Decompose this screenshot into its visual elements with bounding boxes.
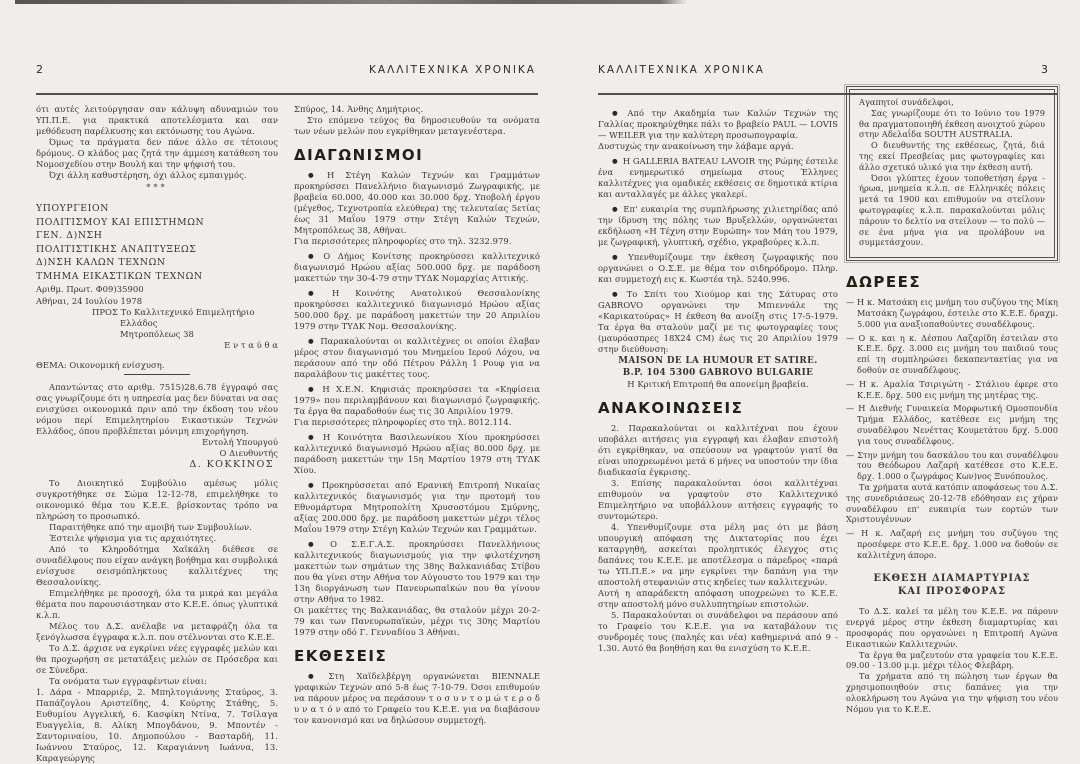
spacer	[846, 598, 1058, 606]
paragraph: Παραιτήθηκε από την αμοιβή των Συμβουλίων.	[49, 522, 252, 532]
letterhead-line: ΓΕΝ. Δ)ΝΣΗ	[36, 230, 103, 241]
bullet-icon: ●	[308, 433, 318, 441]
subject-line: ΘΕΜΑ: Οικονομική ενίσχυση.	[36, 360, 165, 370]
paragraph: 3. Επίσης παρακαλούνται όσοι καλλιτέχναι επιθυμούν να γραφτούν στο Καλλιτεχνικό Επιμελητήριο να υποβάλλουν αιτήσεις εγγραφής το συντομώτερο.	[598, 478, 838, 521]
bullet-item: ● Η GALLERIA BATEAU LAVOIR της Ρώμης έστειλε ένα ενημερωτικό σημείωμα στους Έλληνες καλλιτέχνες για ομαδικές εκθέσεις σε δημοτικά κτίρια και ανταλλαγές με άλλες γκαλερί.	[598, 156, 838, 199]
bullet-icon: ●	[308, 481, 317, 489]
bullet-icon: ●	[612, 290, 622, 298]
paragraph: Τα έργα θα μαζευτούν στα γραφεία του Κ.Ε.Ε. 09.00 - 13.00 μ.μ. μέχρι τέλος Φλεβάρη.	[846, 649, 1058, 671]
right-page-header	[598, 63, 1048, 76]
section-heading: ΕΚΘΕΣΗ ΔΙΑΜΑΡΤΥΡΙΑΣ	[873, 573, 1031, 585]
bullet-item: ● Υπενθυμίζουμε την έκθεση ζωγραφικής που οργανώνει ο Ο.Σ.Ε. με θέμα τον σιδηρόδρομο. Πληρ. και συμμετοχή εις κ. Κωστέα τηλ. 5240.996.	[598, 252, 838, 284]
notice-line: Σας γνωρίζουμε ότι το Ιούνιο του 1979 θα πραγματοποιηθή έκθεση ανοιχτού χώρου στην Αδελαΐδα SOUTH AUSTRALIA.	[859, 107, 1045, 140]
bullet-icon: ●	[612, 157, 618, 165]
paragraph: 5. Παρακαλούνται οι συνάδελφοι να περάσουν από το Γραφείο του Κ.Ε.Ε. για να καταβάλουν τις συνδρομές τους (παληές και νέα) καθημερινά από 9 - 1.30. Αυτό θα βοηθήση και θα ενισχύση το Κ.Ε.Ε.	[598, 610, 838, 653]
bullet-icon: ●	[308, 252, 319, 260]
spacer	[36, 194, 278, 202]
section-heading: ΚΑΙ ΠΡΟΣΦΟΡΑΣ	[897, 586, 1007, 598]
separator-stars: ***	[146, 182, 168, 192]
bullet-icon: ●	[308, 672, 324, 680]
bullet-icon: ●	[308, 540, 326, 548]
donation-item: — Στην μνήμη του δασκάλου του και συναδέλφου του Θεόδωρου Λαζαρή κατέθεσε στο Κ.Ε.Ε. δρχ. 1.000 ο ζωγράφος Κων)νος Ξυνόπουλος.	[846, 449, 1058, 482]
small-rule	[124, 374, 190, 375]
notice-line: Ο διευθυντής της εκθέσεως, ζητά, διά της εκεί Πρεσβείας μας φωτογραφίες και άλλο σχετικό υλικό για την έκθεση αυτή.	[859, 140, 1045, 172]
section-heading: ΕΚΘΕΣΕΙΣ	[294, 647, 388, 665]
paragraph: ότι αυτές λειτούργησαν σαν κάλυψη αδυναμιών του ΥΠ.Π.Ε. για πρακτικά αποτελέσματα και σαν μεθόδευση παρέλκυσης και εκτόνωσης του Αγώνα.	[36, 104, 278, 136]
paragraph: Δυστυχώς την ανακοίνωση την λάβαμε αργά.	[598, 141, 794, 151]
address-bold-line: MAISON DE LA HUMOUR ET SATIRE.	[618, 356, 818, 366]
left-header-rule	[36, 93, 538, 95]
paragraph: Όχι άλλη καθυστέρηση, όχι άλλος εμπαιγμός.	[49, 170, 247, 180]
paragraph: 2. Παρακαλούνται οι καλλιτέχναι που έχουν υποβάλει αιτήσεις για εγγραφή και έλαβαν επιστολή ότι εγκρίθηκαν, να σπεύσουν να γραφτούν γιατί θα είναι υποχρεωμένοι μετά 6 μήνες να υποστούν την ίδια διαδικασία έγκρισης.	[598, 423, 838, 477]
left-page-column-2	[294, 104, 540, 726]
bullet-item: ● Στη Χαϊδελβέργη οργανώνεται BIENNALE γραφικών Τεχνών από 5-8 έως 7-10-79. Όσοι επιθυμούν να πάρουν μέρος να περάσουν τ ο σ υ ν τ ο μ ώ τ ε ρ ο δ υ ν α τ ό ν από το Γραφείο του Κ.Ε.Ε. για να διαβάσουν τον κανονισμό και να δηλώσουν συμμετοχή.	[294, 671, 540, 725]
paragraph: 4. Υπενθυμίζουμε στα μέλη μας ότι με βάση υπουργική απόφαση της Δικτατορίας που έχει καταργηθή, ασκείται προληπτικός έλεγχος στις δαπάνες του Κ.Ε.Ε. με αποτέλεσμα ο πάρεδρος «παρά τω ΥΠ.Π.Ε.» να μην εγκρίνει την δαπάνη για την αποστολή στεφανιών στις κηδείες των καλλιτεχνών.	[598, 522, 838, 587]
bullet-item: ● Η Χ.Ε.Ν. Κηφισιάς προκηρύσσει τα «Κηφίσεια 1979» που περιλαμβάνουν και διαγωνισμό ζωγραφικής. Τα έργα θα παραδοθούν έως τις 30 Απριλίου 1979.	[294, 384, 540, 416]
paragraph: Για περισσότερες πληροφορίες στο τηλ. 3232.979.	[294, 236, 512, 246]
paragraph: Από το Κληροδότημα Χαϊκάλη διέθεσε σε συναδέλφους που είχαν ανάγκη βοήθημα και συμβολικά ενίσχυσε σεισμόπληκτους καλλιτέχνες της Θεσσαλονίκης.	[36, 544, 278, 587]
bullet-item: ● Από την Ακαδημία των Καλών Τεχνών της Γαλλίας προκηρύχθηκε πάλι το βραβείο PAUL — LOVIS — WEILER για την καλύτερη προσωπογραφία.	[598, 108, 838, 140]
bullet-icon: ●	[612, 109, 623, 117]
paragraph: Μέλος του Δ.Σ. ανέλαβε να μεταφράζη όλα τα ξενόγλωσσα έγγραφα κ.λ.π. που στέλνονται στο Κ.Ε.Ε.	[36, 621, 278, 642]
left-page-column-1	[36, 104, 278, 764]
bullet-icon: ●	[612, 205, 619, 213]
letterhead-line: Δ)ΝΣΗ ΚΑΛΩΝ ΤΕΧΝΩΝ	[36, 257, 166, 268]
bullet-item: ● Επ' ευκαιρία της συμπλήρωσης χιλιετηρίδας από την ίδρυση της πόλης των Βρυξελλών, οργανώνεται εκδήλωση «Η Τέχνη στην Ευρώπη» τον Μάη του 1979, με ζωγραφική, γλυπτική, σχέδιο, γκραβούρες κ.λ.π.	[598, 204, 838, 247]
bullet-icon: ●	[612, 253, 624, 261]
paragraph: Τα χρήματα αυτά κατόπιν αποφάσεως του Δ.Σ. της συνεδριάσεως 20-12-78 εδόθησαν εις χήραν συναδέλφου επ' ευκαιρία των εορτών των Χριστουγέννων	[846, 481, 1058, 525]
framed-notice-box	[846, 86, 1058, 261]
paragraph: Τα χρήματα από τη πώληση των έργων θα χρησιμοποιηθούν στις δαπάνες για την ολοκλήρωση του Αγώνα για την ψήφιση του νέου Νόμου για το Κ.Ε.Ε.	[846, 671, 1058, 714]
letterhead-meta: Αθήναι, 24 Ιουλίου 1978	[36, 296, 143, 306]
left-page-number: 2	[36, 63, 43, 76]
bullet-icon: ●	[308, 337, 316, 345]
section-heading: ΔΩΡΕΕΣ	[846, 273, 922, 292]
right-running-head: ΚΑΛΛΙΤΕΧΝΙΚΑ ΧΡΟΝΙΚΑ	[598, 64, 765, 76]
spacer	[36, 470, 278, 478]
paragraph: Έστειλε ψήφισμα για τις αρχαιότητες.	[49, 533, 217, 543]
letterhead-line: ΤΜΗΜΑ ΕΙΚΑΣΤΙΚΩΝ ΤΕΧΝΩΝ	[36, 270, 203, 282]
bullet-icon: ●	[308, 171, 322, 179]
paragraph: Όμως τα πράγματα δεν πάνε άλλο σε τέτοιους δρόμους. Ο κλάδος μας ζητά την άμμεση κατάθεση του Νομοσχεδίου στην Βουλή και την ψήφισή του.	[36, 137, 278, 169]
bullet-item: ● Παρακαλούνται οι καλλιτέχνες οι οποίοι έλαβαν μέρος στον διαγωνισμό του Μνημείου Ιερού Λόχου, να περάσουν από την οδό Πέτρου Ράλλη 1 Ρουφ για να παραλάβουν τις μακέττες τους.	[294, 336, 540, 379]
bullet-icon: ●	[308, 289, 327, 297]
centered-line: Η Κριτική Επιτροπή θα απονείμη βραβεία.	[627, 379, 809, 389]
right-page-number: 3	[1041, 63, 1048, 76]
paragraph: Το Δ.Σ. άρχισε να εγκρίνει νέες εγγραφές μελών και θα προχωρήση σε μετατάξεις μελών σε Πρόσεδρα και σε Σύνεδρα.	[36, 643, 278, 675]
bullet-item: ● Η Κοινότης Ανατολικού Θεσσαλονίκης προκηρύσσει καλλιτεχνικό διαγωνισμό Ηρώου αξίας 500.000 δρχ. με παράδοση μακεττών την 20 Απριλίου 1979 στην ΤΥΔΚ Νομ. Θεσσαλονίκης.	[294, 288, 540, 331]
paragraph: Για περισσότερες πληροφορίες στο τηλ. 8012.114.	[294, 417, 512, 427]
donation-item: — Η κ. Λαζαρή εις μνήμη του συζύγου της προσέφερε στο Κ.Ε.Ε. δρχ. 1.000 να δοθούν σε καλλιτέχνη άπορο.	[846, 528, 1058, 560]
section-heading: ΔΙΑΓΩΝΙΣΜΟΙ	[294, 146, 424, 164]
letterhead-line: ΥΠΟΥΡΓΕΙΟΝ	[36, 203, 109, 214]
right-aligned-line: Ο Διευθυντής	[219, 448, 278, 458]
donation-item: — Η κ. Ματσάκη εις μνήμη του συζύγου της Μίκη Ματσάκη ζωγράφου, έστειλε στο Κ.Ε.Ε. δραχμ. 5.000 για αναξιοπαθούντες συναδέλφους.	[846, 297, 1058, 329]
section-heading: ΑΝΑΚΟΙΝΩΣΕΙΣ	[598, 399, 744, 417]
address-line: Ελλάδος	[120, 318, 158, 328]
bullet-icon: ●	[308, 385, 318, 393]
letterhead-meta: Αριθμ. Πρωτ. Φ09)35900	[36, 284, 144, 294]
address-line: Μητροπόλεως 38	[120, 329, 194, 339]
paragraph: Τα ονόματα των εγγραφέντων είναι:	[49, 676, 207, 686]
bullet-item: ● Προκηρύσσεται από Ερανική Επιτροπή Νικαίας καλλιτεχνικός διαγωνισμός για την προτομή του Εθνομάρτυρα Μητροπολίτη Χρυσοστόμου Σμύρνης, αξίας 200.000 δρχ. με παράδοση μακεττών μέχρι τέλος Μαΐου 1979 στην Στέγη Καλών Τεχνών και Γραμμάτων.	[294, 480, 540, 534]
bullet-item: ● Ο Σ.Ε.Γ.Α.Σ. προκηρύσσει Πανελλήνιους καλλιτεχνικούς διαγωνισμούς για την φιλοτέχνηση μακεττών των σημάτων της 38ης Βαλκανιάδας Στίβου που θα γίνει στην Αθήνα τον Αύγουστο του 1979 και την 13η διοργάνωση των Πανευρωπαϊκών που θα γίνουν στην Αθήνα το 1982.	[294, 539, 540, 604]
address-line: ΠΡΟΣ Το Καλλιτεχνικό Επιμελητήριο	[92, 307, 255, 317]
paragraph: Απαντώντας στο αριθμ. 7515)28.6.78 έγγραφό σας σας γνωρίζουμε ότι η υπηρεσία μας δεν δύναται να σας ενισχύσει οικονομικά πριν από την έκδοση του νέου νόμου περί Επιμελητηρίου Εικαστικών Τεχνών Ελλάδος, όπου προβλέπεται μόνιμη επιχορήγηση.	[36, 382, 278, 436]
bullet-item: ● Ο Δήμος Κονίτσης προκηρύσσει καλλιτεχνικό διαγωνισμό Ηρώου αξίας 500.000 δρχ. με παράδοση μακεττών την 30-4-79 στην ΤΥΔΚ Νομαρχίας Αττικής.	[294, 251, 540, 283]
letterhead-line: ΠΟΛΙΤΙΣΜΟΥ ΚΑΙ ΕΠΙΣΤΗΜΩΝ	[36, 216, 205, 228]
donation-item: — Η κ. Αμαλία Τσιριγώτη - Στάλιου έφερε στο Κ.Ε.Ε. δρχ. 500 εις μνήμη της μητέρας της.	[846, 378, 1058, 400]
bullet-item: ● Η Στέγη Καλών Τεχνών και Γραμμάτων προκηρύσσει Πανελλήνιο διαγωνισμό Ζωγραφικής, με βραβεία 60.000, 40.000 και 30.000 δρχ. Υποβολή έργου (μέγεθος, Τεχνοτροπία ελεύθερα) της τελευταίας 5ετίας έως 31 Μαΐου 1979 στην Στέγη Καλών Τεχνών, Μητροπόλεως 38, Αθήναι.	[294, 170, 540, 235]
right-page-column-1	[598, 104, 838, 654]
right-page-column-2	[846, 86, 1058, 714]
paragraph: Στο επόμενο τεύχος θα δημοσιευθούν τα ονόματα των νέων μελών που εγκρίθηκαν μεταγενέστερα.	[294, 115, 540, 136]
paragraph: Το Δ.Σ. καλεί τα μέλη του Κ.Ε.Ε. να πάρουν ενεργά μέρος στην έκθεση διαμαρτυρίας και προσφοράς που οργανώνει η Επιτροπή Αγώνα Εικαστικών Καλλιτεχνών.	[846, 606, 1058, 649]
donation-item: — Ο κ. και η κ. Δέσπου Λαζαρίδη έστειλαν στο Κ.Ε.Ε. δρχ. 3.000 εις μνήμη του παιδιού τους επί τη συμπληρώσει δεκαπενταετίας για να δοθούν σε συναδέλφους.	[846, 332, 1058, 375]
paragraph: Επιμελήθηκε με προσοχή, όλα τα μικρά και μεγάλα θέματα που παρουσιάστηκαν στο Κ.Ε.Ε. όπως γλυπτικά κ.λ.π.	[36, 588, 278, 620]
paragraph: 1. Δάρα - Μπαρριέρ, 2. Μπηλτογιάννης Σταύρος, 3. Παπάζογλου Αριστείδης, 4. Κούρτης Στάθης, 5. Ευθυμίου Αγγελική, 6. Κασφίκη Ντίνα, 7. Τσίλαγα Ευαγγελία, 8. Αλίκη Μπογδάνου, 9. Μποντέν - Σαντοριναίου, 10. Δημοπούλου - Βασταρδή, 11. Ιωάννου Σταύρος, 12. Καραγιάννη Ιωάννα, 13. Καραγεώργης	[36, 687, 278, 763]
notice-line: Όσοι γλύπτες έχουν τοποθετήση έργα - ήρωα, μνημεία κ.λ.π. σε Ελληνικές πόλεις μετά τα 1900 και επιθυμούν να στείλουν φωτογραφίες κ.λ.π. παρακαλούνται μόλις πάρουν το δελτίο να στείλουν — το πολύ — σε ένα μήνα για να προλάβουν να συμμετάσχουν.	[859, 172, 1045, 248]
left-running-head: ΚΑΛΛΙΤΕΧΝΙΚΑ ΧΡΟΝΙΚΑ	[369, 64, 536, 76]
signature: Δ. ΚΟΚΚΙΝΟΣ	[189, 459, 274, 470]
letterhead-line: ΠΟΛΙΤΙΣΤΙΚΗΣ ΑΝΑΠΤΥΞΕΩΣ	[36, 243, 197, 255]
right-aligned-line: Εντολή Υπουργού	[202, 437, 278, 447]
paragraph: Αυτή η απαράδεκτη απόφαση υποχρεώνει το Κ.Ε.Ε. στην αποστολή μόνο συλλυπητηρίων επιστολών.	[598, 588, 838, 609]
paragraph: Οι μακέττες της Βαλκανιάδας, θα σταλούν μέχρι 20-2-79 και των Πανευρωπαϊκών, μέχρι τις 30ης Μαρτίου 1979 στην οδό Γ. Γενναδίου 3 Αθήναι.	[294, 605, 540, 637]
scan-artifact	[15, 0, 687, 4]
right-aligned-line: Ε ν τ α ύ θ α	[224, 340, 278, 350]
paragraph: Σπύρος, 14. Άνθης Δημήτριος.	[294, 104, 424, 114]
notice-line: Αγαπητοί συνάδελφοι,	[859, 97, 954, 107]
donation-item: — Η Διεθνής Γυναικεία Μορφωτική Ομοσπονδία Τμήμα Ελλάδος, κατέθεσε εις μνήμη της συναδέλφου Νενέττας Κουμετάτου δρχ. 5.000 για τους συναδέλφους.	[846, 403, 1058, 446]
bullet-item: ● Η Κοινότητα Βασιλεωνίκου Χίου προκηρύσσει καλλιτεχνικό διαγωνισμό Ηρώου αξίας 80.000 δρχ. με παράδοση μακεττών την 15η Μαρτίου 1979 στη ΤΥΔΚ Χίου.	[294, 432, 540, 475]
left-page-header	[36, 63, 536, 76]
paragraph: Το Διοικητικό Συμβούλιο αμέσως μόλις συγκροτήθηκε σε Σώμα 12-12-78, επιμελήθηκε το οικονομικό θέμα του Κ.Ε.Ε. βρίσκοντας τρόπο να πληρώση το προσωπικό.	[36, 478, 278, 521]
bullet-item: ● Το Σπίτι του Χιούμορ και της Σάτυρας στο GABROVO οργανώνει την Μπιεννάλε της «Καρικατούρας» Η έκθεση θα ανοίξη στις 17-5-1979. Τα έργα θα σταλούν μαζί με τις φωτογραφίες τους (μαυρόασπρες 18Χ24 CM) έως τις 20 Απριλίου 1979 στην διεύθυνση:	[598, 289, 838, 354]
address-bold-line: B.P. 104 5300 GABROVO BULGARIE	[622, 368, 814, 378]
